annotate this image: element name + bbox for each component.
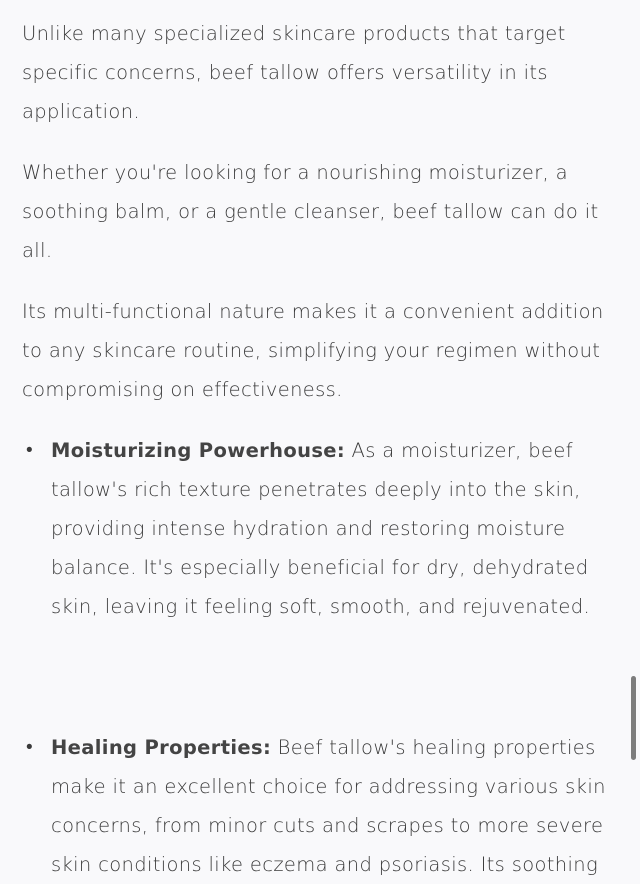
list-item [22, 728, 614, 884]
paragraph-multi-functional: Its multi-functional nature makes it a convenient addition to any skincare routine, simplifying your regimen without compromising on effectiveness. [22, 300, 604, 401]
article-body [22, 14, 614, 884]
benefits-list [22, 431, 614, 884]
list-item-title: Healing Properties: [51, 736, 272, 759]
bullet-icon: • [26, 439, 34, 461]
list-item-text: As a moisturizer, beef tallow's rich texture penetrates deeply into the skin, providing intense hydration and restoring moisture balance. It's especially beneficial for dry, dehydrated skin, leaving it feeling soft, smooth, and rejuvenated. [51, 439, 591, 618]
list-item [22, 431, 614, 626]
list-item-title: Moisturizing Powerhouse: [51, 439, 345, 462]
bullet-icon: • [26, 736, 34, 758]
list-item-text: Beef tallow's healing properties make it an excellent choice for addressing various skin concerns, from minor cuts and scrapes to more severe skin conditions like eczema and psoriasis. Its soothing [51, 736, 606, 876]
paragraph-nourishing: Whether you're looking for a nourishing moisturizer, a soothing balm, or a gentle cleanser, beef tallow can do it all. [22, 161, 599, 262]
scrollbar-thumb[interactable] [631, 676, 636, 760]
paragraph-versatility: Unlike many specialized skincare products that target specific concerns, beef tallow offers versatility in its application. [22, 22, 566, 123]
